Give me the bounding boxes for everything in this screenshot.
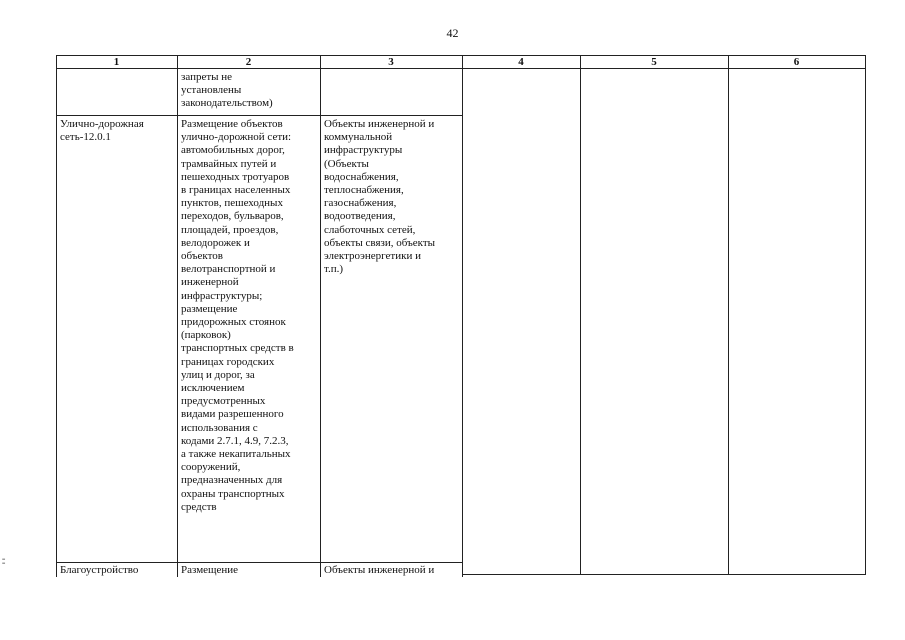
table-cell-row2-col1: Благоустройство — [60, 564, 139, 576]
table-cell-row2-col2: Размещение — [181, 564, 239, 576]
column-header-3: 3 — [388, 56, 394, 68]
column-header-6: 6 — [793, 56, 800, 68]
table-cell-row0-col2: запреты не установлены законодательством) — [181, 71, 273, 110]
column-header-4: 4 — [518, 56, 524, 68]
column-header-2: 2 — [245, 56, 252, 68]
table-cell-row1-col3: Объекты инженерной и коммунальной инфраструктуры (Объекты водоснабжения, теплоснабжения, газоснабжения, водоотведения, слаботочных сетей, объекты связи, объекты электроэнергетики и т.п.) — [324, 118, 436, 276]
table-cell-row1-col1: Улично-дорожная сеть-12.0.1 — [60, 118, 144, 144]
column-header-5: 5 — [651, 56, 657, 68]
scan-edge-mark: ≡ ≡ — [2, 557, 6, 567]
table-cell-row2-col3: Объекты инженерной и — [324, 564, 435, 576]
column-header-1: 1 — [113, 56, 120, 68]
page-number: 42 — [446, 26, 459, 40]
table-cell-row1-col2: Размещение объектов улично-дорожной сети: автомобильных дорог, трамвайных путей и пешеходных тротуаров в границах населенных пунктов, пешеходных переходов, бульваров, площадей, проездов, велодорожек и объектов велотранспортной и инженерной инфраструктуры; размещение придорожных стоянок (парковок) транспортных средств в границах городских улиц и дорог, за исключением предусмотренных видами разрешенного использования с кодами 2.7.1, 4.9, 7.2.3, а также некапитальных сооружений, предназначенных для охраны транспортных средств — [181, 118, 294, 513]
